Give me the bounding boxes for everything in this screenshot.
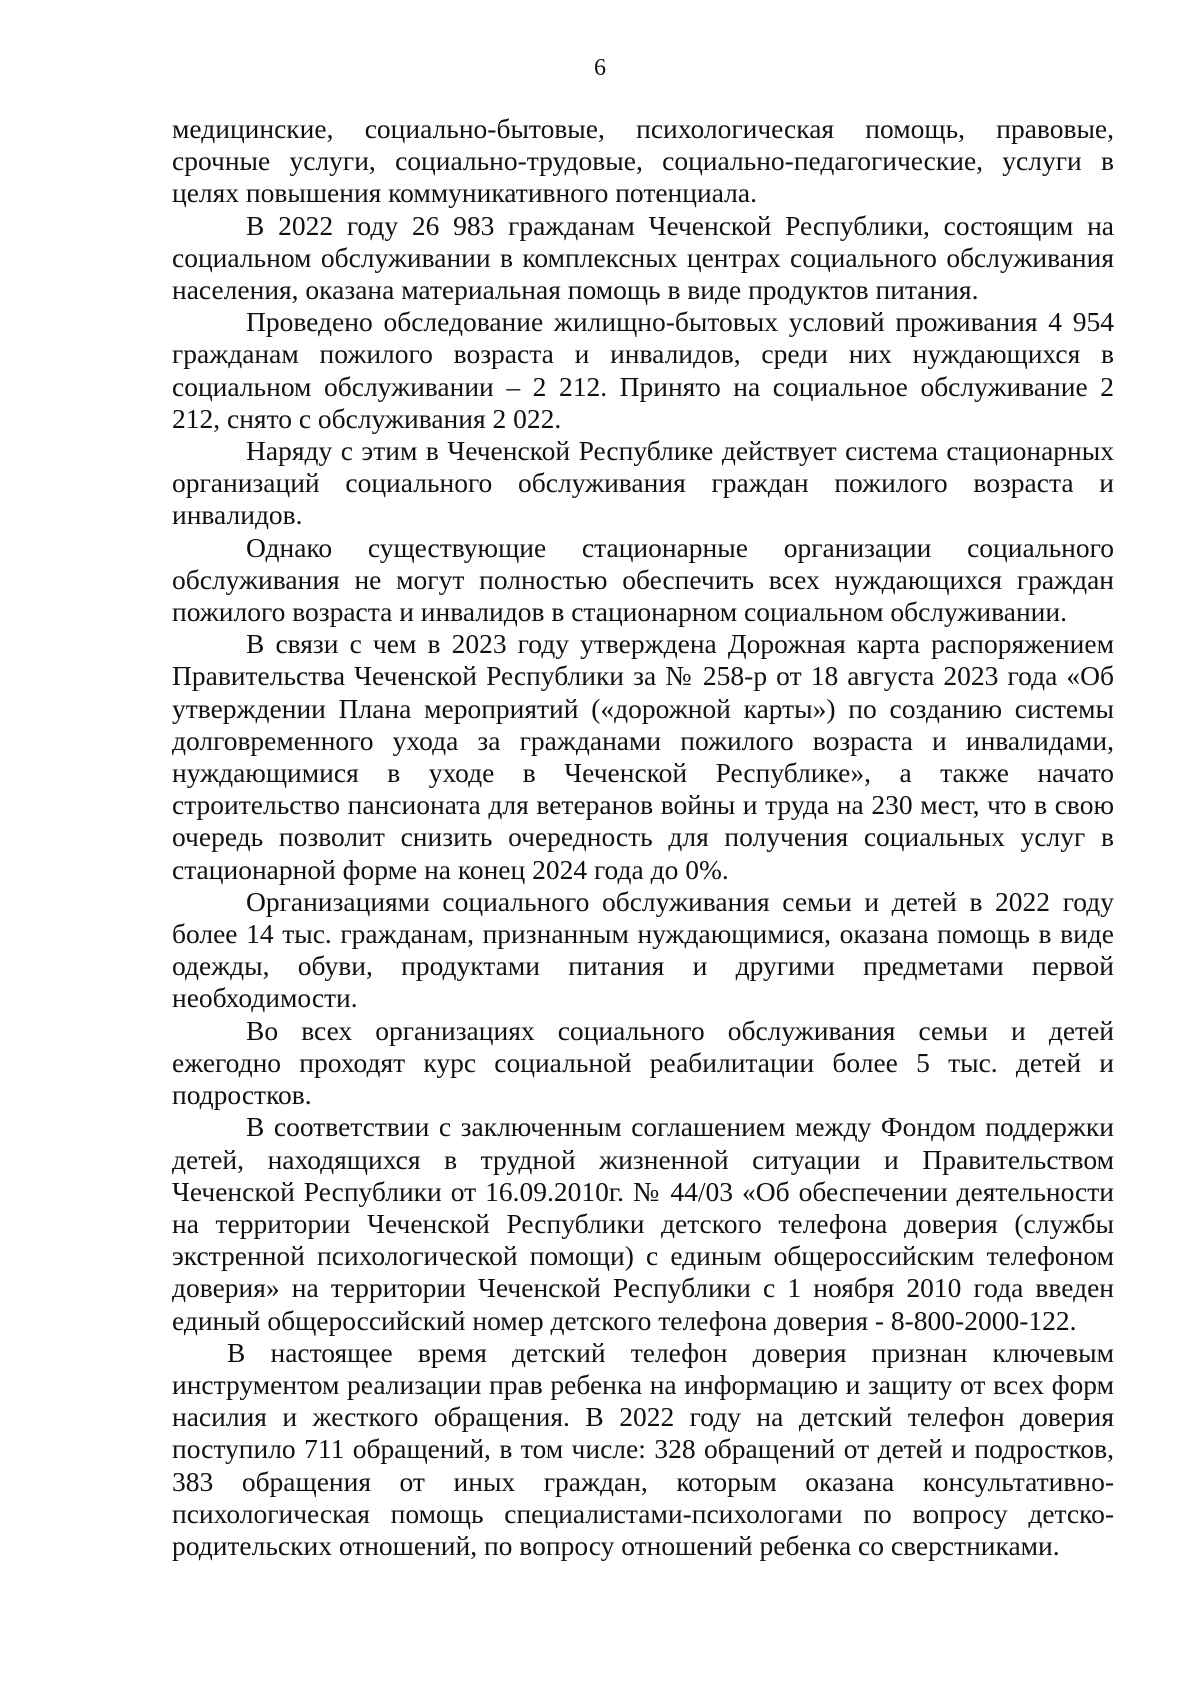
page-number: 6 [594, 55, 606, 81]
paragraph: В связи с чем в 2023 году утверждена Дорожная карта распоряжением Правительства Чеченской Республики за № 258-р от 18 августа 2023 года «Об утверждении Плана мероприятий («дорожной карты») по созданию системы долговременного ухода за гражданами пожилого возраста и инвалидами, нуждающимися в уходе в Чеченской Республике», а также начато строительство пансионата для ветеранов войны и труда на 230 мест, что в свою очередь позволит снизить очередность для получения социальных услуг в стационарной форме на конец 2024 года до 0%. [172, 628, 1114, 885]
paragraph: Проведено обследование жилищно-бытовых условий проживания 4 954 гражданам пожилого возраста и инвалидов, среди них нуждающихся в социальном обслуживании – 2 212. Принято на социальное обслуживание 2 212, снято с обслуживания 2 022. [172, 306, 1114, 434]
paragraph: Во всех организациях социального обслуживания семьи и детей ежегодно проходят курс социальной реабилитации более 5 тыс. детей и подростков. [172, 1014, 1114, 1111]
paragraph: медицинские, социально-бытовые, психологическая помощь, правовые, срочные услуги, социально-трудовые, социально-педагогические, услуги в целях повышения коммуникативного потенциала. [172, 113, 1114, 209]
paragraph: Организациями социального обслуживания семьи и детей в 2022 году более 14 тыс. гражданам, признанным нуждающимися, оказана помощь в виде одежды, обуви, продуктами питания и другими предметами первой необходимости. [172, 885, 1114, 1014]
paragraph: Наряду с этим в Чеченской Республике действует система стационарных организаций социального обслуживания граждан пожилого возраста и инвалидов. [172, 435, 1114, 531]
paragraph: Однако существующие стационарные организации социального обслуживания не могут полностью обеспечить всех нуждающихся граждан пожилого возраста и инвалидов в стационарном социальном обслуживании. [172, 531, 1114, 628]
paragraph: В настоящее время детский телефон доверия признан ключевым инструментом реализации прав ребенка на информацию и защиту от всех форм насилия и жесткого обращения. В 2022 году на детский телефон доверия поступило 711 обращений, в том числе: 328 обращений от детей и подростков, 383 обращения от иных граждан, которым оказана консультативно-психологическая помощь специалистами-психологами по вопросу детско-родительских отношений, по вопросу отношений ребенка со сверстниками. [172, 1336, 1114, 1561]
document-body [172, 113, 1114, 1562]
paragraph: В соответствии с заключенным соглашением между Фондом поддержки детей, находящихся в трудной жизненной ситуации и Правительством Чеченской Республики от 16.09.2010г. № 44/03 «Об обеспечении деятельности на территории Чеченской Республики детского телефона доверия (службы экстренной психологической помощи) с единым общероссийским телефоном доверия» на территории Чеченской Республики с 1 ноября 2010 года введен единый общероссийский номер детского телефона доверия - 8-800-2000-122. [172, 1111, 1114, 1336]
paragraph: В 2022 году 26 983 гражданам Чеченской Республики, состоящим на социальном обслуживании в комплексных центрах социального обслуживания населения, оказана материальная помощь в виде продуктов питания. [172, 209, 1114, 306]
